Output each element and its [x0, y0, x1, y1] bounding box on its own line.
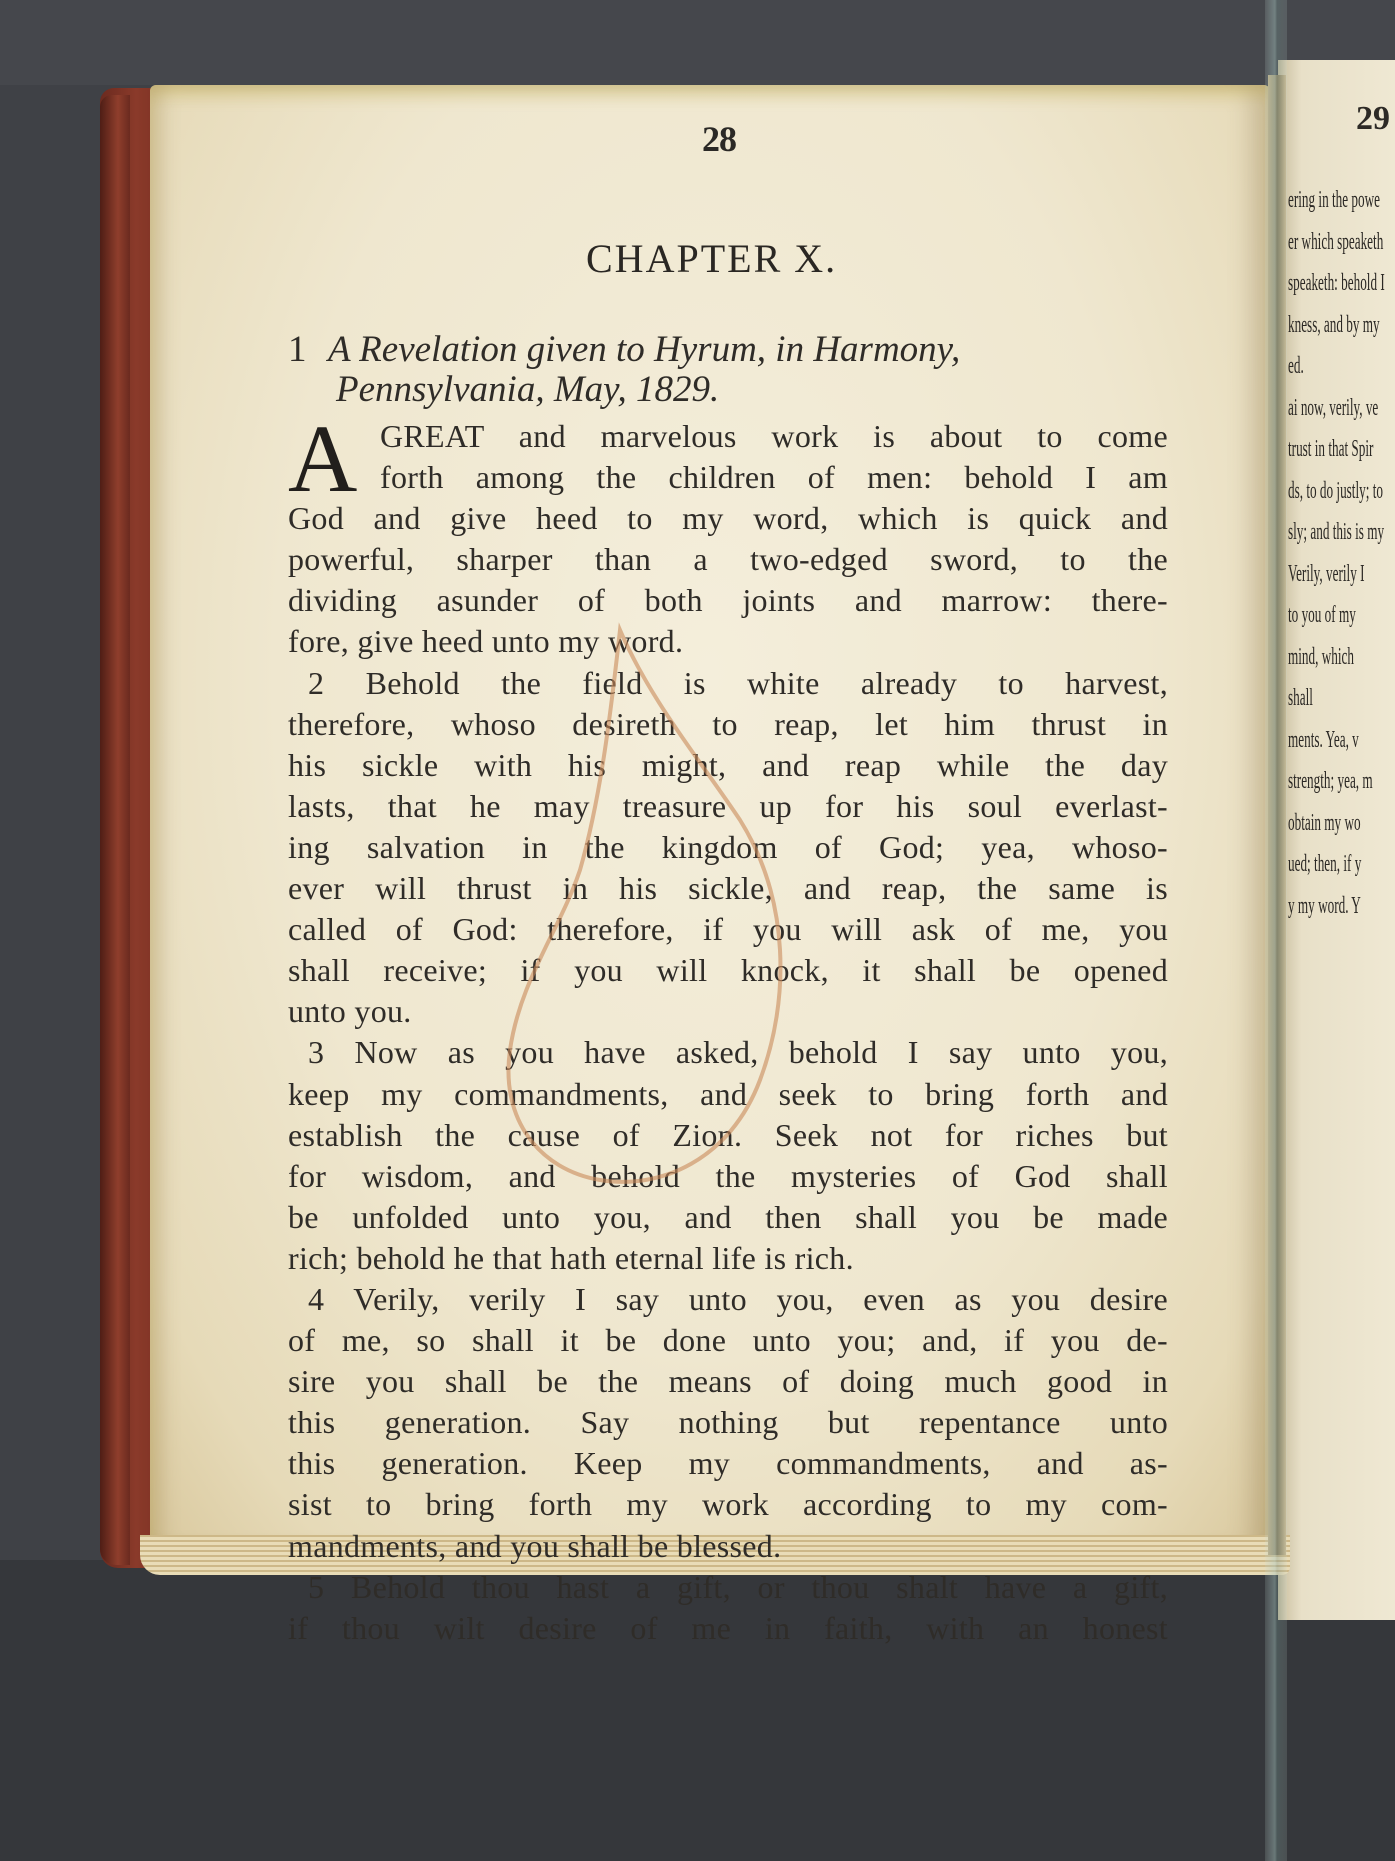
right-page-line: to you of my — [1288, 602, 1356, 628]
text-line: keep my commandments, and seek to bring forth and — [288, 1075, 1168, 1112]
right-page-line: strength; yea, m — [1288, 768, 1373, 794]
text-line: shall receive; if you will knock, it shall be opened — [288, 952, 1168, 989]
right-page-line: trust in that Spir — [1288, 436, 1374, 462]
right-page-line: ering in the powe — [1288, 187, 1381, 213]
text-line: unto you. — [288, 993, 412, 1030]
text-line: this generation. Say nothing but repentance unto — [288, 1404, 1168, 1441]
heading-line-2: Pennsylvania, May, 1829. — [336, 369, 720, 410]
text-line: 2 Behold the field is white already to harvest, — [308, 664, 1168, 701]
heading-line-1: A Revelation given to Hyrum, in Harmony, — [328, 329, 961, 370]
chapter-title: CHAPTER X. — [586, 236, 838, 281]
right-page-number: 29 — [1356, 100, 1390, 137]
text-line: 5 Behold thou hast a gift, or thou shalt have a gift, — [308, 1568, 1168, 1605]
text-line: mandments, and you shall be blessed. — [288, 1527, 782, 1564]
right-page-line: er which speaketh — [1288, 228, 1384, 255]
text-line: 4 Verily, verily I say unto you, even as you desire — [308, 1280, 1168, 1317]
text-line: fore, give heed unto my word. — [288, 623, 684, 660]
text-line: lasts, that he may treasure up for his soul everlast- — [288, 787, 1168, 824]
text-line: be unfolded unto you, and then shall you be made — [288, 1198, 1168, 1235]
right-page-line: ai now, verily, ve — [1288, 394, 1379, 421]
text-line: ing salvation in the kingdom of God; yea, whoso- — [288, 828, 1168, 865]
text-line: his sickle with his might, and reap while the day — [288, 746, 1168, 783]
right-page-line: mind, which — [1288, 643, 1354, 670]
text-line: forth among the children of men: behold I am — [380, 459, 1168, 496]
right-page-line: y my word. Y — [1288, 892, 1361, 919]
right-page-line: ds, to do justly; to — [1288, 477, 1383, 504]
drop-cap: A — [288, 405, 358, 512]
text-line: rich; behold he that hath eternal life is rich. — [288, 1239, 854, 1276]
glass-strip — [1265, 0, 1287, 1861]
text-line: this generation. Keep my commandments, and as- — [288, 1445, 1168, 1482]
text-line: dividing asunder of both joints and marrow: there- — [288, 582, 1168, 619]
right-page-line: speaketh: behold I — [1288, 270, 1385, 296]
right-page-line: kness, and by my — [1288, 311, 1380, 338]
text-line: sist to bring forth my work according to my com- — [288, 1486, 1168, 1523]
text-line: powerful, sharper than a two-edged sword, to the — [288, 541, 1168, 578]
text-line: establish the cause of Zion. Seek not for riches but — [288, 1116, 1168, 1153]
right-page-line: ued; then, if y — [1288, 851, 1362, 877]
text-line: God and give heed to my word, which is quick and — [288, 500, 1168, 537]
text-line: of me, so shall it be done unto you; and, if you de- — [288, 1322, 1168, 1359]
text-line: sire you shall be the means of doing much good in — [288, 1363, 1168, 1400]
page-number: 28 — [702, 119, 736, 159]
text-line: if thou wilt desire of me in faith, with an honest — [288, 1609, 1168, 1646]
right-page-line: ed. — [1288, 353, 1304, 379]
text-line: called of God: therefore, if you will ask of me, you — [288, 911, 1168, 948]
text-line: for wisdom, and behold the mysteries of God shall — [288, 1157, 1168, 1194]
right-page-line: ments. Yea, v — [1288, 726, 1359, 753]
text-line: ever will thrust in his sickle, and reap, the same is — [288, 870, 1168, 907]
text-line: therefore, whoso desireth to reap, let him thrust in — [288, 705, 1168, 742]
right-page-line: obtain my wo — [1288, 809, 1361, 836]
right-page-line: shall — [1288, 685, 1313, 711]
text-line: GREAT and marvelous work is about to come — [380, 418, 1168, 454]
text-line: 3 Now as you have asked, behold I say unto you, — [308, 1034, 1168, 1071]
right-page-line: sly; and this is my — [1288, 519, 1385, 545]
right-page-line: Verily, verily I — [1288, 560, 1365, 587]
heading-number: 1 — [288, 329, 307, 370]
